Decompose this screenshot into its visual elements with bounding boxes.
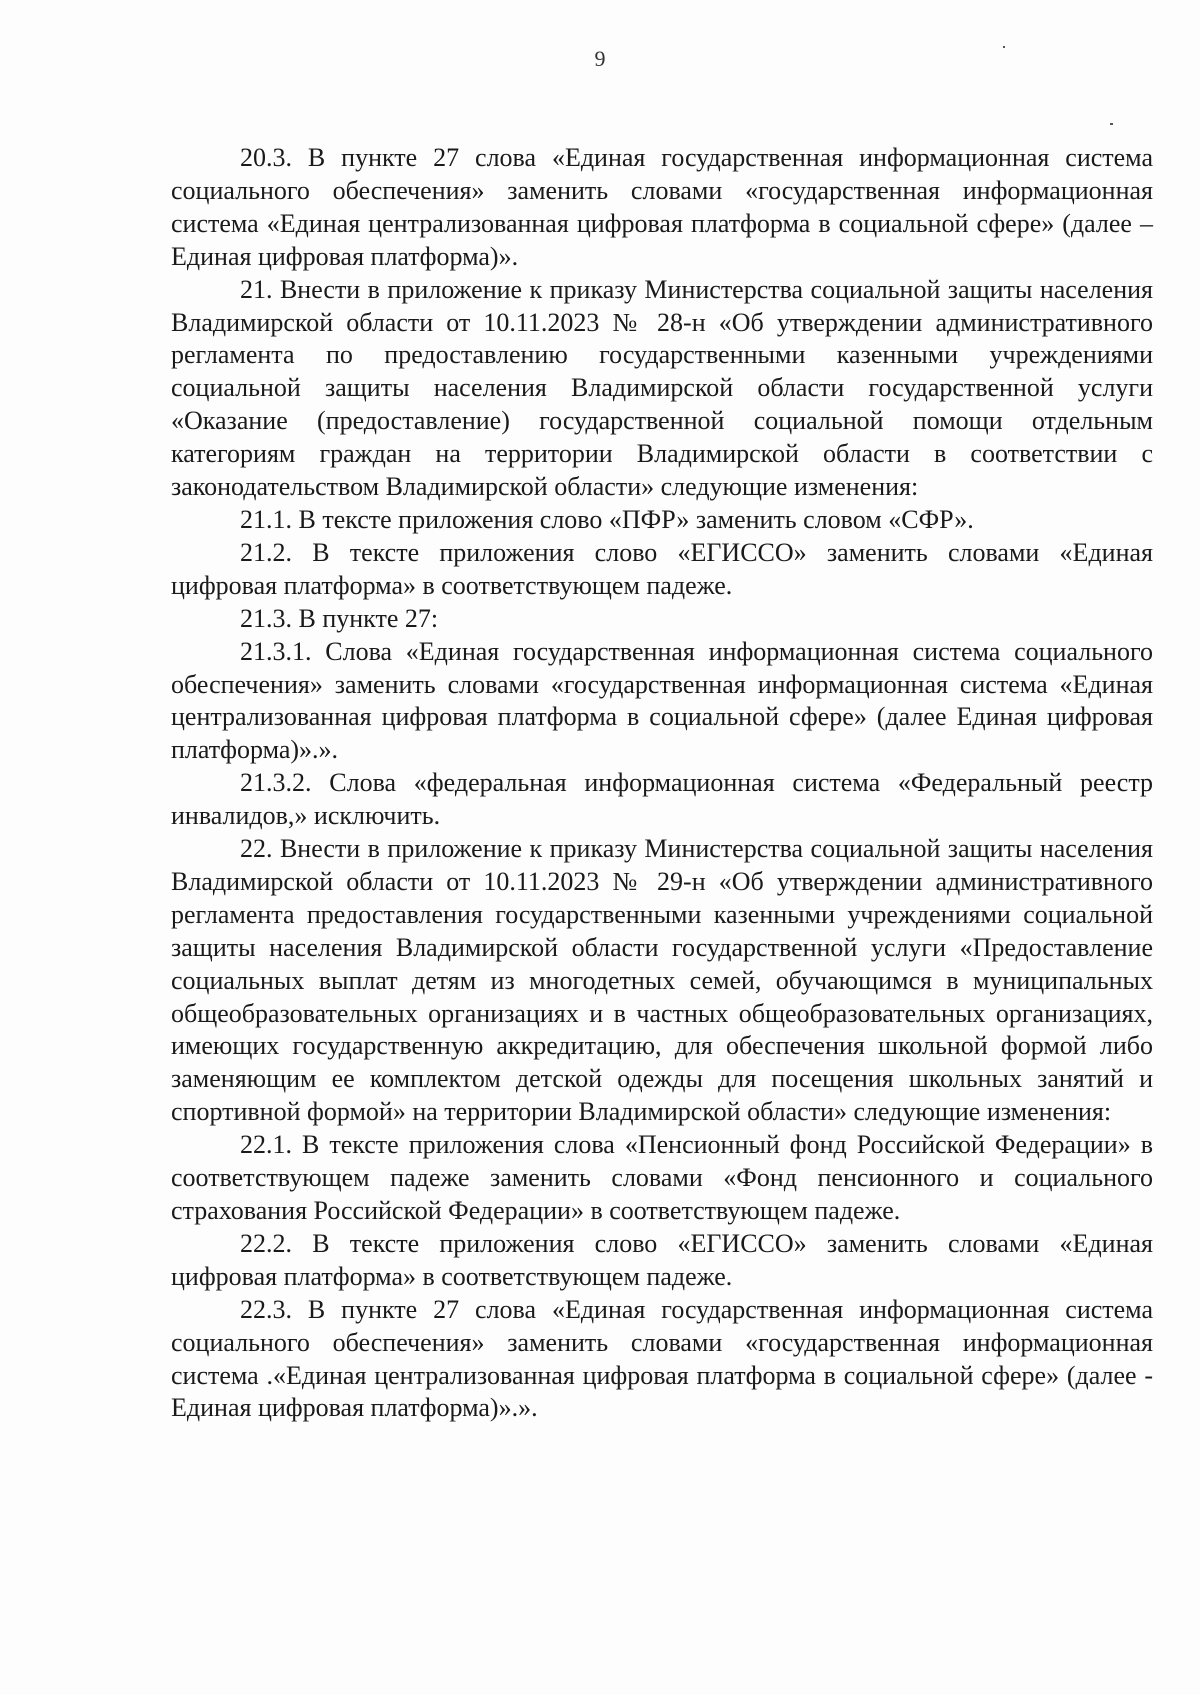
- document-body: [171, 142, 1153, 1425]
- paragraph-21-3-1: 21.3.1. Слова «Единая государственная информационная система социального обеспечения» заменить словами «государственная информационная система «Единая централизованная цифровая платформа в социальной сфере» (далее Единая цифровая платформа)».».: [171, 636, 1153, 765]
- paragraph-21-1: 21.1. В тексте приложения слово «ПФР» заменить словом «СФР».: [240, 504, 974, 534]
- paragraph-22-1: 22.1. В тексте приложения слова «Пенсионный фонд Российской Федерации» в соответствующем падеже заменить словами «Фонд пенсионного и социального страхования Российской Федерации» в соответствующем падеже.: [171, 1130, 1153, 1225]
- paragraph-20-3: 20.3. В пункте 27 слова «Единая государственная информационная система социального обеспечения» заменить словами «государственная информационная система «Единая централизованная цифровая платформа в социальной сфере» (далее – Единая цифровая платформа)».: [171, 143, 1153, 271]
- paragraph-22: 22. Внести в приложение к приказу Министерства социальной защиты населения Владимирской области от 10.11.2023 № 29-н «Об утверждении административного регламента предоставления государственными казенными учреждениями социальной защиты населения Владимирской области государственной услуги «Предоставление социальных выплат детям из многодетных семей, обучающимся в муниципальных общеобразовательных организациях и в частных общеобразовательных организациях, имеющих государственную аккредитацию, для обеспечения школьной формой либо заменяющим ее комплектом детской одежды для посещения школьных занятий и спортивной формой» на территории Владимирской области» следующие изменения:: [171, 834, 1153, 1127]
- paragraph-21-2: 21.2. В тексте приложения слово «ЕГИССО» заменить словами «Единая цифровая платформа» в соответствующем падеже.: [171, 537, 1153, 600]
- paragraph-21: 21. Внести в приложение к приказу Министерства социальной защиты населения Владимирской области от 10.11.2023 № 28-н «Об утверждении административного регламента по предоставлению государственными казенными учреждениями социальной защиты населения Владимирской области государственной услуги «Оказание (предоставление) государственной социальной помощи отдельным категориям граждан на территории Владимирской области в соответствии с законодательством Владимирской области» следующие изменения:: [171, 274, 1153, 502]
- paragraph-22-3: 22.3. В пункте 27 слова «Единая государственная информационная система социального обеспечения» заменить словами «государственная информационная система .«Единая централизованная цифровая платформа в социальной сфере» (далее - Единая цифровая платформа)».».: [171, 1294, 1153, 1423]
- paragraph-21-3: 21.3. В пункте 27:: [240, 603, 439, 633]
- page-number: 9: [594, 46, 606, 71]
- paragraph-21-3-2: 21.3.2. Слова «федеральная информационная система «Федеральный реестр инвалидов,» исключить.: [171, 768, 1153, 831]
- paragraph-22-2: 22.2. В тексте приложения слово «ЕГИССО» заменить словами «Единая цифровая платформа» в соответствующем падеже.: [171, 1228, 1153, 1291]
- scan-speck: [1110, 123, 1113, 125]
- scan-speck: [1003, 46, 1005, 48]
